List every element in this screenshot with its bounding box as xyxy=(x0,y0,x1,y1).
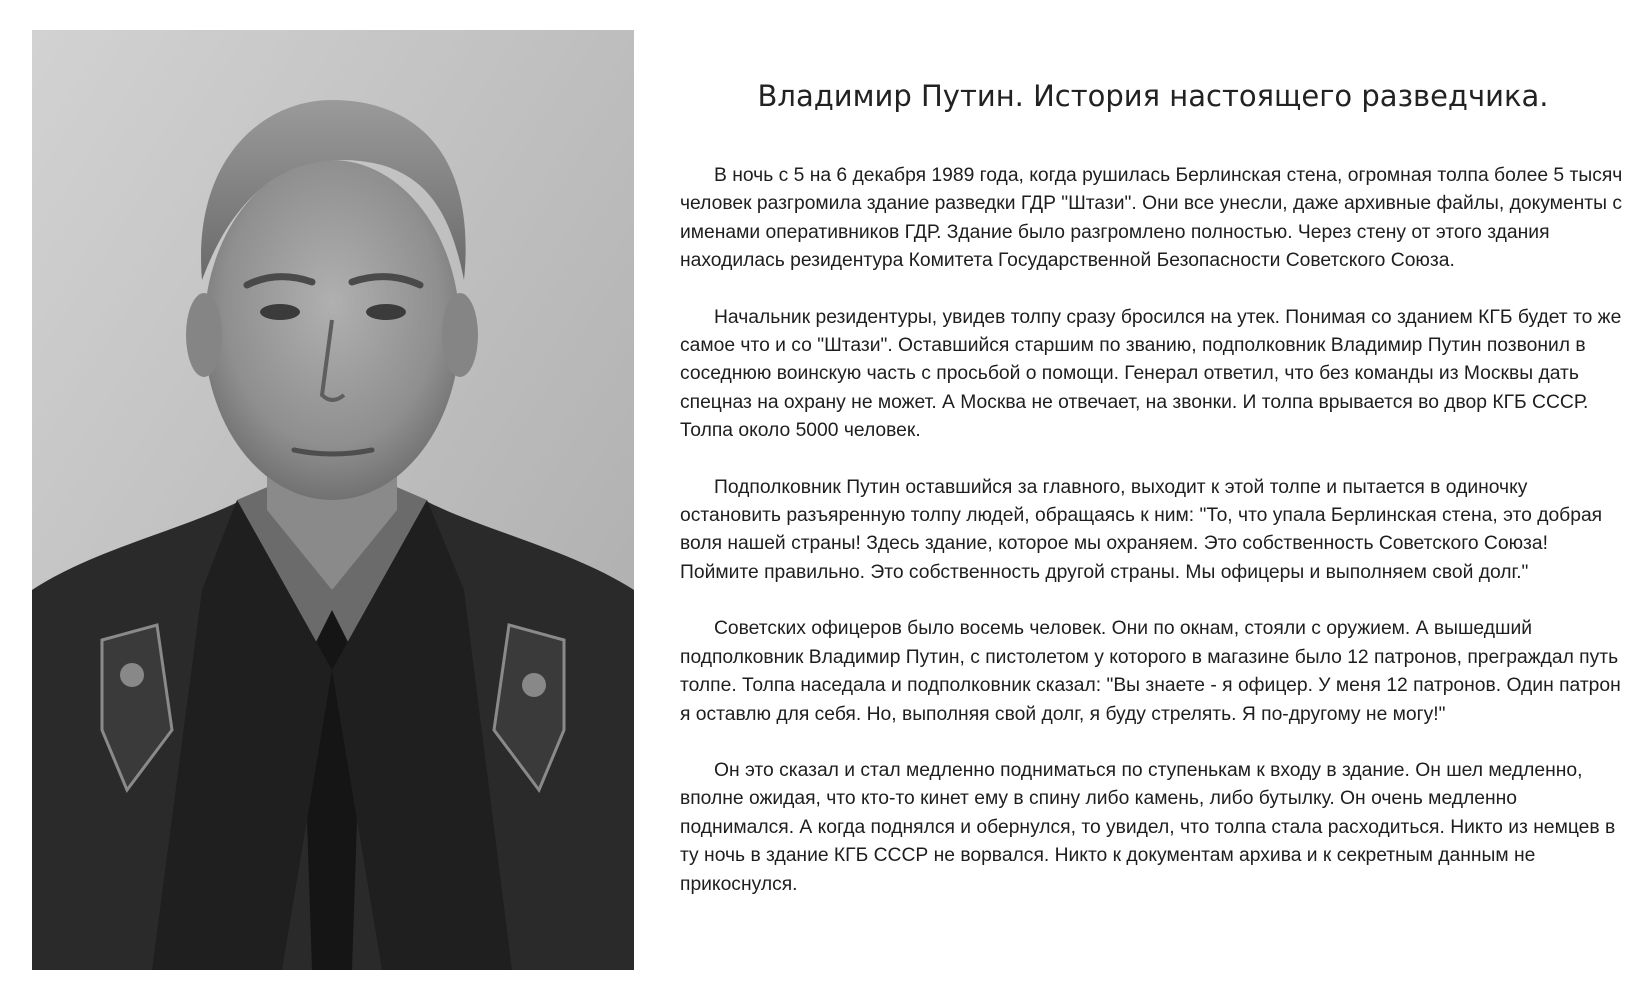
paragraph: Он это сказал и стал медленно подниматься по ступенькам к входу в здание. Он шел медленно, вполне ожидая, что кто-то кинет ему в спину либо камень, либо бутылку. Он очень медленно поднимался. А когда поднялся и обернулся, то увидел, что толпа стала расходиться. Никто из немцев в ту ночь в здание КГБ СССР не ворвался. Никто к документам архива и к секретным данным не прикоснулся. xyxy=(680,759,1616,895)
paragraph: Начальник резидентуры, увидев толпу сразу бросился на утек. Понимая со зданием КГБ будет то же самое что и со "Штази". Оставшийся старшим по званию, подполковник Владимир Путин позвонил в соседнюю воинскую часть с просьбой о помощи. Генерал ответил, что без команды из Москвы дать спецназ на охрану не может. А Москва не отвечает, на звонки. И толпа врывается во двор КГБ СССР. Толпа около 5000 человек. xyxy=(680,306,1622,442)
portrait-photo-icon xyxy=(32,30,634,970)
paragraph: Советских офицеров было восемь человек. Они по окнам, стояли с оружием. А вышедший подполковник Владимир Путин, с пистолетом у которого в магазине было 12 патронов, преграждал путь толпе. Толпа наседала и подполковник сказал: "Вы знаете - я офицер. У меня 12 патронов. Один патрон я оставлю для себя. Но, выполняя свой долг, я буду стрелять. Я по-другому не могу!" xyxy=(680,618,1621,725)
article xyxy=(680,70,1626,927)
paragraph: В ночь с 5 на 6 декабря 1989 года, когда рушилась Берлинская стена, огромная толпа более 5 тысяч человек разгромила здание разведки ГДР "Штази". Они все унесли, даже архивные файлы, документы с именами оперативников ГДР. Здание было разгромлено полностью. Через стену от этого здания находилась резидентура Комитета Государственной Безопасности Советского Союза. xyxy=(680,165,1623,272)
page-title: Владимир Путин. История настоящего разведчика. xyxy=(757,79,1549,113)
portrait-photo xyxy=(32,30,634,970)
paragraph: Подполковник Путин оставшийся за главного, выходит к этой толпе и пытается в одиночку остановить разъяренную толпу людей, обращаясь к ним: "То, что упала Берлинская стена, это добрая воля нашей страны! Здесь здание, которое мы охраняем. Это собственность Советского Союза! Поймите правильно. Это собственность другой страны. Мы офицеры и выполняем свой долг." xyxy=(680,476,1603,583)
